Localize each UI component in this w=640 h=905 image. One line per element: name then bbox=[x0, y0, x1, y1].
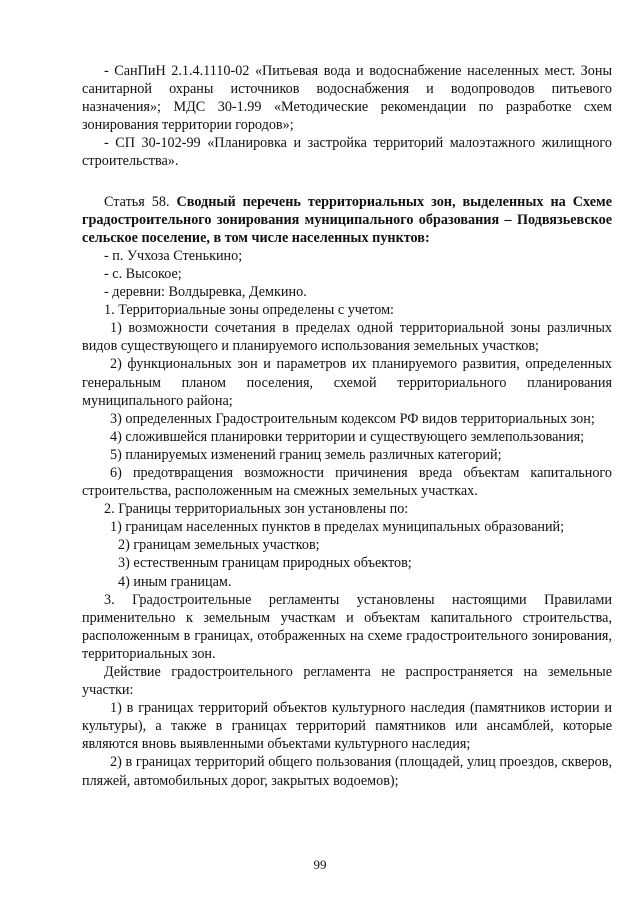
section-1-item: 6) предотвращения возможности причинения вреда объектам капитального строительства, расположенным на смежных земельных участках. bbox=[82, 464, 612, 500]
intro-sp: - СП 30-102-99 «Планировка и застройка территорий малоэтажного жилищного строительства». bbox=[82, 135, 612, 170]
section-1-heading: 1. Территориальные зоны определены с учетом: bbox=[104, 302, 394, 319]
exception-item: 2) в границах территорий общего пользования (площадей, улиц проездов, скверов, пляжей, автомобильных дорог, закрытых водоемов); bbox=[82, 754, 612, 789]
exception-item: 1) в границах территорий объектов культурного наследия (памятников истории и культуры), а также в границах территорий памятников или ансамблей, которые являются вновь выявленными объектами культурного наследия; bbox=[82, 700, 612, 753]
section-3-paragraph: 3. Градостроительные регламенты установлены настоящими Правилами применительно к земельным участкам и объектам капитального строительства, расположенным в границах, отображенных на схеме градостроительного зонирования, территориальных зон. bbox=[82, 591, 612, 662]
spacer bbox=[82, 171, 612, 193]
article-title: Сводный перечень территориальных зон, выделенных на Схеме градостроительного зонирования муниципального образования – Подвязьевское сельское поселение, в том числе населенных пунктов: bbox=[82, 193, 612, 246]
section-2-item: 3) естественным границам природных объектов; bbox=[118, 555, 412, 572]
section-2-item: 4) иным границам. bbox=[118, 573, 232, 590]
article-heading bbox=[82, 193, 612, 247]
section-1-item: 5) планируемых изменений границ земель различных категорий; bbox=[110, 446, 502, 463]
page-body bbox=[82, 62, 612, 790]
page-number: 99 bbox=[313, 857, 327, 872]
section-2-heading: 2. Границы территориальных зон установлены по: bbox=[104, 501, 409, 518]
settlement-item: - п. Учхоза Стенькино; bbox=[104, 247, 243, 264]
settlement-item: - деревни: Волдыревка, Демкино. bbox=[104, 284, 307, 301]
section-1-item: 1) возможности сочетания в пределах одной территориальной зоны различных видов существующего и планируемого использования земельных участков; bbox=[82, 320, 612, 355]
regulation-exception-heading: Действие градостроительного регламента не распространяется на земельные участки: bbox=[82, 664, 612, 699]
settlement-item: - с. Высокое; bbox=[104, 265, 182, 282]
section-1-item: 3) определенных Градостроительным кодексом РФ видов территориальных зон; bbox=[110, 410, 595, 427]
section-2-item: 2) границам земельных участков; bbox=[118, 537, 320, 554]
article-prefix: Статья 58. bbox=[104, 193, 177, 210]
intro-sanpin: - СанПиН 2.1.4.1110-02 «Питьевая вода и водоснабжение населенных мест. Зоны санитарной охраны источников водоснабжения и водопроводов питьевого назначения»; МДС 30-1.99 «Методические рекомендации по разработке схем зонирования территории городов»; bbox=[82, 63, 612, 134]
section-1-item: 4) сложившейся планировки территории и существующего землепользования; bbox=[110, 428, 585, 445]
section-2-item: 1) границам населенных пунктов в пределах муниципальных образований; bbox=[110, 519, 565, 536]
section-1-item: 2) функциональных зон и параметров их планируемого развития, определенных генеральным планом поселения, схемой территориального планирования муниципального района; bbox=[82, 356, 612, 409]
